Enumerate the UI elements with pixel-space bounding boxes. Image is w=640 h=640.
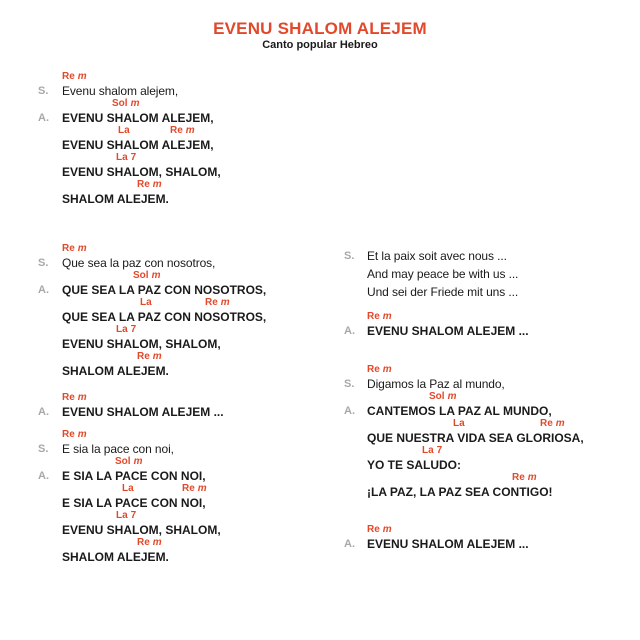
song-line	[38, 483, 338, 510]
lyric-text: Et la paix soit avec nous ...	[367, 249, 507, 263]
lyric-text: EVENU SHALOM ALEJEM ...	[367, 536, 529, 551]
chord	[453, 418, 465, 430]
chord-row	[38, 351, 338, 365]
chord-row	[38, 429, 338, 443]
chord-row	[38, 71, 338, 85]
lyric-row	[38, 257, 338, 271]
chord-root: La	[116, 152, 128, 163]
chord-root: La	[122, 483, 134, 494]
lyric-text: EVENU SHALOM, SHALOM,	[62, 522, 221, 537]
chord-suffix: 7	[130, 152, 137, 163]
chord-root: Re	[62, 392, 75, 403]
lyric-row	[38, 284, 338, 298]
chord-row	[344, 364, 640, 378]
chord-root: La	[422, 445, 434, 456]
chord	[367, 311, 392, 323]
chord	[137, 351, 162, 363]
chord-row	[38, 537, 338, 551]
chord-suffix: 7	[130, 510, 137, 521]
chord-row	[38, 125, 338, 139]
chord-root: Re	[62, 71, 75, 82]
song-line	[344, 286, 640, 304]
song-line	[344, 418, 640, 445]
lyric-row	[38, 311, 338, 325]
chord-root: La	[118, 125, 130, 136]
song-line	[38, 71, 338, 98]
lyric-row	[344, 268, 640, 286]
verse-block	[344, 311, 640, 338]
chord-row	[38, 456, 338, 470]
song-line	[38, 510, 338, 537]
chord-root: La	[116, 324, 128, 335]
verse-block	[38, 392, 338, 419]
lyric-row	[38, 338, 338, 352]
chord-suffix: m	[133, 456, 143, 467]
chord-suffix: m	[77, 392, 87, 403]
lyric-text: E SIA LA PACE CON NOI,	[62, 468, 206, 483]
voice-label: A.	[344, 404, 355, 417]
song-line	[344, 472, 640, 499]
verse-block	[38, 243, 338, 378]
lyric-row	[38, 406, 338, 420]
voice-label: A.	[38, 283, 49, 296]
lyric-text: ¡LA PAZ, LA PAZ SEA CONTIGO!	[367, 484, 553, 499]
lyric-row	[38, 470, 338, 484]
chord-root: Re	[512, 472, 525, 483]
song-line	[38, 456, 338, 483]
chord-root: Sol	[429, 391, 445, 402]
chord	[116, 152, 136, 164]
song-line	[38, 429, 338, 456]
lyric-text: SHALOM ALEJEM.	[62, 549, 169, 564]
chord-row	[38, 179, 338, 193]
song-line	[38, 351, 338, 378]
song-line	[344, 524, 640, 551]
chord	[137, 537, 162, 549]
chord-root: La	[140, 297, 152, 308]
lyric-row	[344, 432, 640, 446]
lyric-text: QUE SEA LA PAZ CON NOSOTROS,	[62, 282, 267, 297]
chord-root: Sol	[112, 98, 128, 109]
song-line	[38, 152, 338, 179]
chord-suffix: m	[152, 351, 162, 362]
chord-suffix: 7	[436, 445, 443, 456]
voice-label: S.	[38, 442, 49, 455]
voice-label: S.	[38, 256, 49, 269]
lyric-text: EVENU SHALOM, SHALOM,	[62, 164, 221, 179]
chord	[62, 392, 87, 404]
chord-root: Re	[367, 524, 380, 535]
verse-block	[38, 429, 338, 564]
chord-suffix: m	[220, 297, 230, 308]
chord-root: Re	[367, 364, 380, 375]
lyric-row	[344, 286, 640, 304]
song-line	[38, 243, 338, 270]
chord-suffix: m	[527, 472, 537, 483]
lyric-text: EVENU SHALOM ALEJEM ...	[367, 323, 529, 338]
chord-root: Sol	[115, 456, 131, 467]
chord	[429, 391, 456, 403]
chord-row	[344, 418, 640, 432]
chord-row	[38, 483, 338, 497]
chord	[122, 483, 134, 495]
lyric-row	[38, 193, 338, 207]
chord-suffix: m	[197, 483, 207, 494]
song-line	[38, 392, 338, 419]
chord	[512, 472, 537, 484]
chord-suffix: m	[151, 270, 161, 281]
chord-root: La	[453, 418, 465, 429]
song-line	[344, 250, 640, 268]
chord-row	[38, 510, 338, 524]
song-line	[38, 125, 338, 152]
lyric-row	[38, 112, 338, 126]
chord-row	[344, 445, 640, 459]
song-title: EVENU SHALOM ALEJEM	[213, 19, 427, 38]
chord	[112, 98, 139, 110]
verse-block	[344, 524, 640, 551]
chord	[118, 125, 130, 137]
song-line	[344, 364, 640, 391]
lyric-row	[38, 365, 338, 379]
chord-suffix: m	[77, 429, 87, 440]
chord-suffix: m	[185, 125, 195, 136]
lyric-text: Digamos la Paz al mundo,	[367, 376, 505, 391]
voice-label: A.	[38, 111, 49, 124]
lyric-row	[38, 85, 338, 99]
voice-label: A.	[38, 405, 49, 418]
song-line	[38, 179, 338, 206]
chord-root: Re	[137, 351, 150, 362]
lyric-text: QUE SEA LA PAZ CON NOSOTROS,	[62, 309, 267, 324]
lyric-row	[38, 166, 338, 180]
chord-root: Re	[205, 297, 218, 308]
chord	[182, 483, 207, 495]
lyric-text: Und sei der Friede mit uns ...	[367, 285, 519, 299]
chord-root: Re	[62, 243, 75, 254]
chord-root: Re	[367, 311, 380, 322]
chord-row	[38, 297, 338, 311]
song-line	[344, 268, 640, 286]
chord-suffix: m	[152, 179, 162, 190]
chord-suffix: m	[382, 311, 392, 322]
voice-label: A.	[344, 537, 355, 550]
chord	[62, 429, 87, 441]
chord-root: Sol	[133, 270, 149, 281]
chord	[116, 510, 136, 522]
chord-row	[344, 391, 640, 405]
chord-row	[38, 270, 338, 284]
lyric-text: E SIA LA PACE CON NOI,	[62, 495, 206, 510]
voice-label: A.	[38, 469, 49, 482]
voice-label: S.	[344, 377, 355, 390]
chord-root: Re	[540, 418, 553, 429]
lyric-row	[344, 325, 640, 339]
verse-block	[344, 250, 640, 304]
lyric-text: EVENU SHALOM ALEJEM ...	[62, 404, 224, 419]
chord-row	[344, 524, 640, 538]
chord	[367, 524, 392, 536]
lyric-row	[344, 486, 640, 500]
chord-row	[38, 98, 338, 112]
voice-label: S.	[38, 84, 49, 97]
song-subtitle: Canto popular Hebreo	[262, 39, 378, 51]
lyric-row	[38, 524, 338, 538]
song-line	[344, 311, 640, 338]
song-line	[38, 537, 338, 564]
chord-row	[38, 324, 338, 338]
voice-label: S.	[344, 250, 355, 262]
chord	[62, 243, 87, 255]
chord	[115, 456, 142, 468]
chord-root: Re	[62, 429, 75, 440]
chord-suffix: m	[382, 364, 392, 375]
chord	[170, 125, 195, 137]
song-line	[38, 297, 338, 324]
chord	[137, 179, 162, 191]
lyric-row	[38, 551, 338, 565]
lyric-text: EVENU SHALOM ALEJEM,	[62, 110, 214, 125]
lyric-row	[38, 443, 338, 457]
chord-row	[38, 392, 338, 406]
chord-root: La	[116, 510, 128, 521]
chord-suffix: m	[77, 71, 87, 82]
lyric-text: Que sea la paz con nosotros,	[62, 255, 216, 270]
song-line	[344, 445, 640, 472]
chord	[540, 418, 565, 430]
chord-row	[344, 472, 640, 486]
chord-suffix: m	[152, 537, 162, 548]
chord-suffix: 7	[130, 324, 137, 335]
chord	[367, 364, 392, 376]
chord	[140, 297, 152, 309]
chord-suffix: m	[77, 243, 87, 254]
lyric-text: And may peace be with us ...	[367, 267, 519, 281]
chord-root: Re	[182, 483, 195, 494]
lyric-text: E sia la pace con noi,	[62, 441, 174, 456]
lyric-text: YO TE SALUDO:	[367, 457, 462, 472]
chord-row	[344, 311, 640, 325]
chord-row	[38, 152, 338, 166]
chord-root: Re	[137, 179, 150, 190]
lyric-text: EVENU SHALOM ALEJEM,	[62, 137, 214, 152]
lyric-row	[344, 250, 640, 268]
lyric-text: QUE NUESTRA VIDA SEA GLORIOSA,	[367, 430, 584, 445]
song-line	[38, 98, 338, 125]
chord-suffix: m	[555, 418, 565, 429]
lyric-row	[344, 459, 640, 473]
chord-suffix: m	[382, 524, 392, 535]
lyric-text: EVENU SHALOM, SHALOM,	[62, 336, 221, 351]
chord-row	[38, 243, 338, 257]
lyric-row	[38, 139, 338, 153]
verse-block	[344, 364, 640, 499]
lyric-row	[344, 405, 640, 419]
chord	[205, 297, 230, 309]
chord	[116, 324, 136, 336]
song-line	[38, 324, 338, 351]
song-line	[344, 391, 640, 418]
chord	[133, 270, 160, 282]
voice-label: A.	[344, 324, 355, 337]
chord-root: Re	[137, 537, 150, 548]
verse-block	[38, 71, 338, 206]
chord-root: Re	[170, 125, 183, 136]
chord-suffix: m	[130, 98, 140, 109]
chord	[62, 71, 87, 83]
lyric-row	[38, 497, 338, 511]
lyric-text: Evenu shalom alejem,	[62, 83, 179, 98]
chord	[422, 445, 442, 457]
song-line	[38, 270, 338, 297]
lyric-text: SHALOM ALEJEM.	[62, 191, 169, 206]
chord-suffix: m	[447, 391, 457, 402]
lyric-row	[344, 378, 640, 392]
lyric-row	[344, 538, 640, 552]
lyric-text: SHALOM ALEJEM.	[62, 363, 169, 378]
lyric-text: CANTEMOS LA PAZ AL MUNDO,	[367, 403, 552, 418]
